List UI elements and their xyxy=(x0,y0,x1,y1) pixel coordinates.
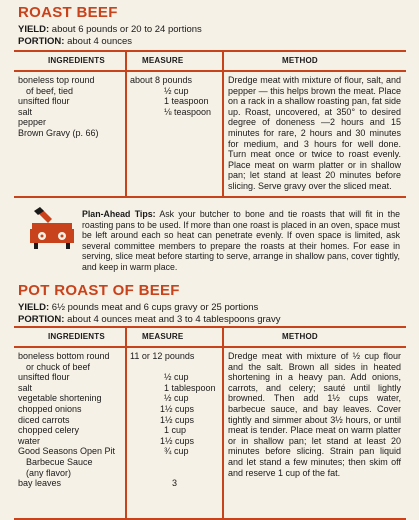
plan-ahead-label: Plan-Ahead Tips: xyxy=(82,209,156,219)
roasting-pan-illustration xyxy=(28,205,78,253)
column-divider xyxy=(222,52,224,196)
measures-list xyxy=(130,351,216,489)
header-measure: MEASURE xyxy=(142,332,184,341)
ingredient-item: Barbecue Sauce xyxy=(26,456,93,467)
pot-roast-table xyxy=(14,326,406,520)
measure-item: 1 teaspoon xyxy=(164,96,209,107)
measure-item: ¾ cup xyxy=(164,446,189,457)
plan-ahead-text: Ask your butcher to bone and tie roasts that will fit in the roasting pans to be used. If more than one roast is placed in an oven, space must be left around each so heat can penetrate evenly. If oven space is limited, ask several committee members to prepare the roasts at their homes. For ease in serving, slice meat before starting to serve, arrange in shallow pans, cover tightly, and keep in warm place. xyxy=(82,209,400,272)
header-ingredients: INGREDIENTS xyxy=(48,56,105,65)
measure-item xyxy=(130,457,216,468)
yield-label: YIELD: xyxy=(18,24,50,35)
column-divider xyxy=(125,328,127,518)
measure-item: ½ cup xyxy=(164,393,189,404)
measure-item xyxy=(130,468,216,479)
ingredient-item: vegetable shortening xyxy=(18,393,102,404)
ingredient-item: salt xyxy=(18,106,33,117)
ingredient-item: boneless bottom round xyxy=(18,351,110,361)
ingredient-item: chopped onions xyxy=(18,403,82,414)
measure-item: about 8 pounds xyxy=(130,75,193,85)
measure-item: 3 xyxy=(172,478,178,489)
roast-beef-title: ROAST BEEF xyxy=(18,4,118,21)
header-ingredients: INGREDIENTS xyxy=(48,332,105,341)
measure-item: 1½ cups xyxy=(160,403,195,414)
yield-value: about 6 pounds or 20 to 24 portions xyxy=(49,24,202,35)
measure-item: 11 or 12 pounds xyxy=(130,351,195,361)
header-method: METHOD xyxy=(282,56,318,65)
measure-item: ½ cup xyxy=(164,372,189,383)
ingredient-item: of beef, tied xyxy=(26,85,74,96)
table-header xyxy=(14,52,406,72)
ingredients-list xyxy=(18,351,115,489)
roast-beef-table xyxy=(14,50,406,198)
ingredients-list xyxy=(18,75,99,139)
portion-value: about 4 ounces meat and 3 to 4 tablespoons gravy xyxy=(64,314,281,325)
ingredient-item: Good Seasons Open Pit xyxy=(18,446,116,457)
ingredient-item: or chuck of beef xyxy=(26,361,91,372)
method-text: Dredge meat with mixture of ½ cup flour and the salt. Brown all sides in heated shortening in a heavy pan. Add onions, carrots, and celery; sauté until lightly browned. Then add 1½ cups water, barbecue sauce, and bay leaves. Cover tightly and simmer about 3½ hours, or until meat is tender. Place meat on warm platter or in shallow pan; let stand at least 20 minutes before slicing. Strain pan liquid and let stand a few minutes; then skim off and reserve 1 cup of the fat. xyxy=(228,351,401,478)
ingredient-item: diced carrots xyxy=(18,414,70,425)
ingredient-item: salt xyxy=(18,382,33,393)
pot-roast-title: POT ROAST OF BEEF xyxy=(18,282,180,299)
roast-beef-portion xyxy=(18,36,132,48)
header-method: METHOD xyxy=(282,332,318,341)
yield-value: 6½ pounds meat and 6 cups gravy or 25 portions xyxy=(49,302,259,313)
ingredient-item: Brown Gravy (p. 66) xyxy=(18,127,99,138)
ingredient-item: (any flavor) xyxy=(26,467,72,478)
measure-item: 1½ cups xyxy=(160,435,195,446)
ingredient-item: boneless top round xyxy=(18,75,95,85)
method-text: Dredge meat with mixture of flour, salt, and pepper — this helps brown the meat. Place on a rack in a shallow roasting pan, fat side up. Roast, uncovered, at 350° to desired degree of doneness —2 hours and 15 minutes for rare, 2 hours and 30 minutes for medium, and 3 hours for well done. Turn meat once or twice to roast evenly. Place meat on warm platter or in shallow pan; let stand at least 20 minutes before slicing. Serve gravy over the sliced meat. xyxy=(228,75,401,191)
ingredient-item: bay leaves xyxy=(18,478,62,489)
yield-label: YIELD: xyxy=(18,302,50,313)
ingredient-item: water xyxy=(18,435,41,446)
measure-item: 1 tablespoon xyxy=(164,382,216,393)
ingredient-item: pepper xyxy=(18,117,47,128)
portion-value: about 4 ounces xyxy=(64,36,133,47)
column-divider xyxy=(125,52,127,196)
measures-list xyxy=(130,75,211,117)
measure-item xyxy=(130,362,216,373)
measure-item: ⅛ teaspoon xyxy=(164,106,212,117)
column-divider xyxy=(222,328,224,518)
pot-roast-yield xyxy=(18,302,258,314)
measure-item: 1 cup xyxy=(164,425,187,436)
ingredient-item: chopped celery xyxy=(18,425,80,436)
measure-item: 1½ cups xyxy=(160,414,195,425)
measure-item: ½ cup xyxy=(164,85,189,96)
roast-beef-yield xyxy=(18,24,202,36)
ingredient-item: unsifted flour xyxy=(18,372,70,383)
portion-label: PORTION: xyxy=(18,36,65,47)
ingredient-item: unsifted flour xyxy=(18,96,70,107)
plan-ahead-tips xyxy=(82,209,400,273)
header-measure: MEASURE xyxy=(142,56,184,65)
table-header xyxy=(14,328,406,348)
portion-label: PORTION: xyxy=(18,314,65,325)
pot-roast-portion xyxy=(18,314,280,326)
